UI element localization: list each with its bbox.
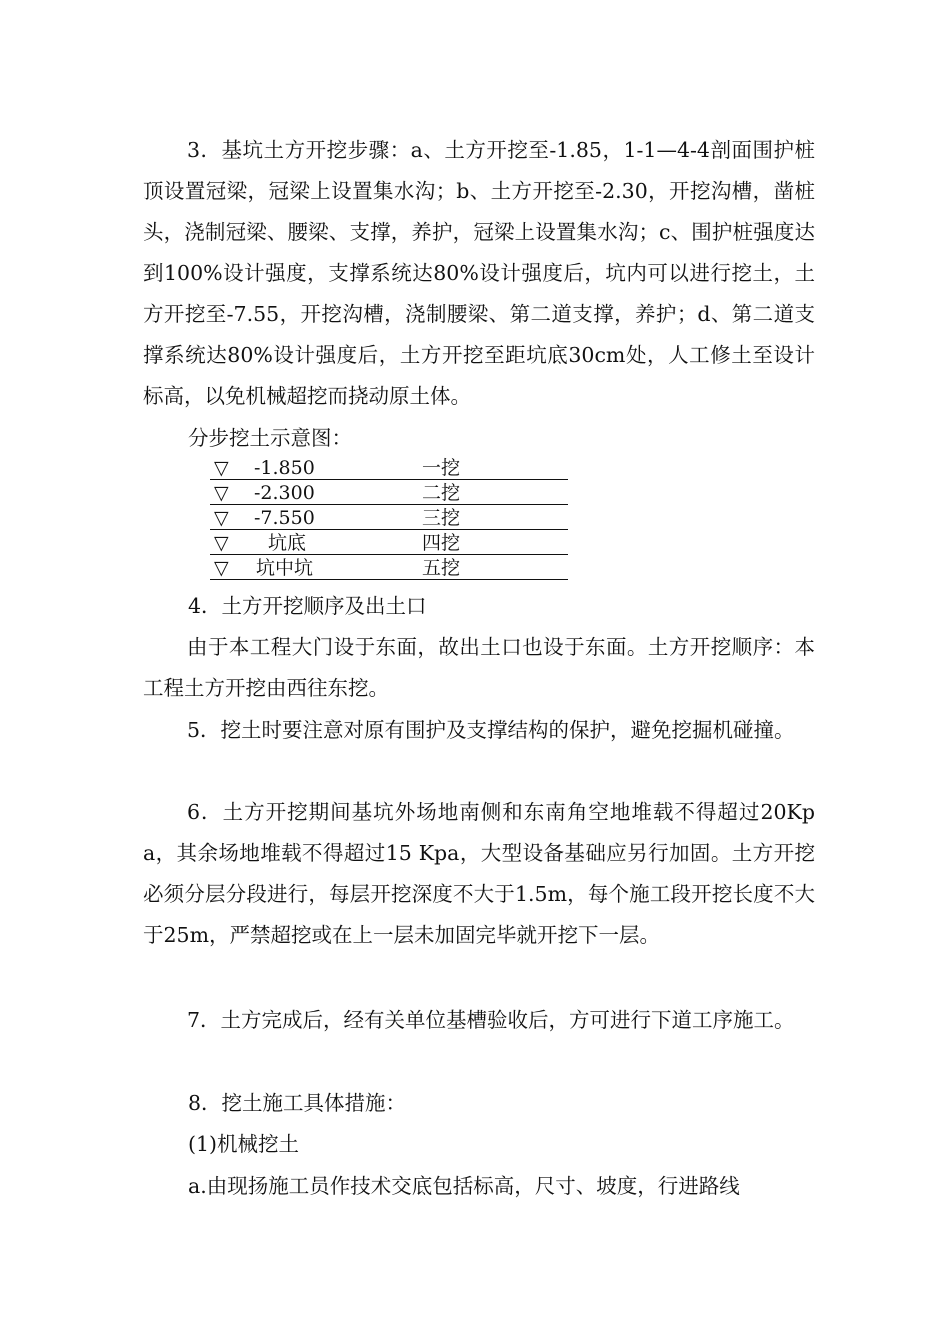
triangle-symbol: ▽ <box>214 507 229 529</box>
paragraph-step-7: 7．土方完成后，经有关单位基槽验收后，方可进行下道工序施工。 <box>187 1008 795 1032</box>
section-4-title: 4．土方开挖顺序及出土口 <box>188 594 427 618</box>
table-row <box>210 555 568 580</box>
table-row <box>210 530 568 555</box>
triangle-symbol: ▽ <box>214 457 229 479</box>
excavation-step: 二挖 <box>422 482 461 504</box>
triangle-symbol: ▽ <box>214 557 229 579</box>
excavation-step: 三挖 <box>422 507 461 529</box>
table-row <box>210 455 568 480</box>
elevation-value: -1.850 <box>254 457 315 479</box>
section-8-title: 8．挖土施工具体措施： <box>188 1091 407 1115</box>
elevation-value: -7.550 <box>254 507 315 529</box>
excavation-diagram-table <box>210 455 568 580</box>
subsection-mechanical-excavation: (1)机械挖土 <box>188 1132 300 1156</box>
triangle-symbol: ▽ <box>214 482 229 504</box>
elevation-value: 坑中坑 <box>256 557 314 579</box>
excavation-step: 一挖 <box>422 457 461 479</box>
excavation-step: 四挖 <box>422 532 461 554</box>
paragraph-step-4-body: 由于本工程大门设于东面，故出土口也设于东面。土方开挖顺序：本工程土方开挖由西往东挖。 <box>143 635 815 700</box>
diagram-caption: 分步挖土示意图： <box>188 426 352 450</box>
paragraph-item-a: a.由现扬施工员作技术交底包括标高，尺寸、坡度，行进路线 <box>188 1174 740 1198</box>
elevation-value: -2.300 <box>254 482 315 504</box>
table-row <box>210 505 568 530</box>
elevation-value: 坑底 <box>268 532 307 554</box>
excavation-step: 五挖 <box>422 557 461 579</box>
triangle-symbol: ▽ <box>214 532 229 554</box>
paragraph-step-6: 6．土方开挖期间基坑外场地南侧和东南角空地堆载不得超过20Kpa，其余场地堆载不得超过15 Kpa，大型设备基础应另行加固。土方开挖必须分层分段进行，每层开挖深度不大于1.5m，每个施工段开挖长度不大于25m，严禁超挖或在上一层未加固完毕就开挖下一层。 <box>143 800 815 947</box>
table-row <box>210 480 568 505</box>
paragraph-step-5: 5．挖土时要注意对原有围护及支撑结构的保护，避免挖掘机碰撞。 <box>187 718 795 742</box>
paragraph-step-3: 3．基坑土方开挖步骤：a、土方开挖至-1.85，1-1—4-4剖面围护桩顶设置冠梁，冠梁上设置集水沟；b、土方开挖至-2.30，开挖沟槽，凿桩头，浇制冠梁、腰梁、支撑，养护，冠梁上设置集水沟；c、围护桩强度达到100%设计强度，支撑系统达80%设计强度后，坑内可以进行挖土，土方开挖至-7.55，开挖沟槽，浇制腰梁、第二道支撑，养护；d、第二道支撑系统达80%设计强度后，土方开挖至距坑底30cm处，人工修土至设计标高，以免机械超挖而挠动原土体。 <box>143 138 815 408</box>
